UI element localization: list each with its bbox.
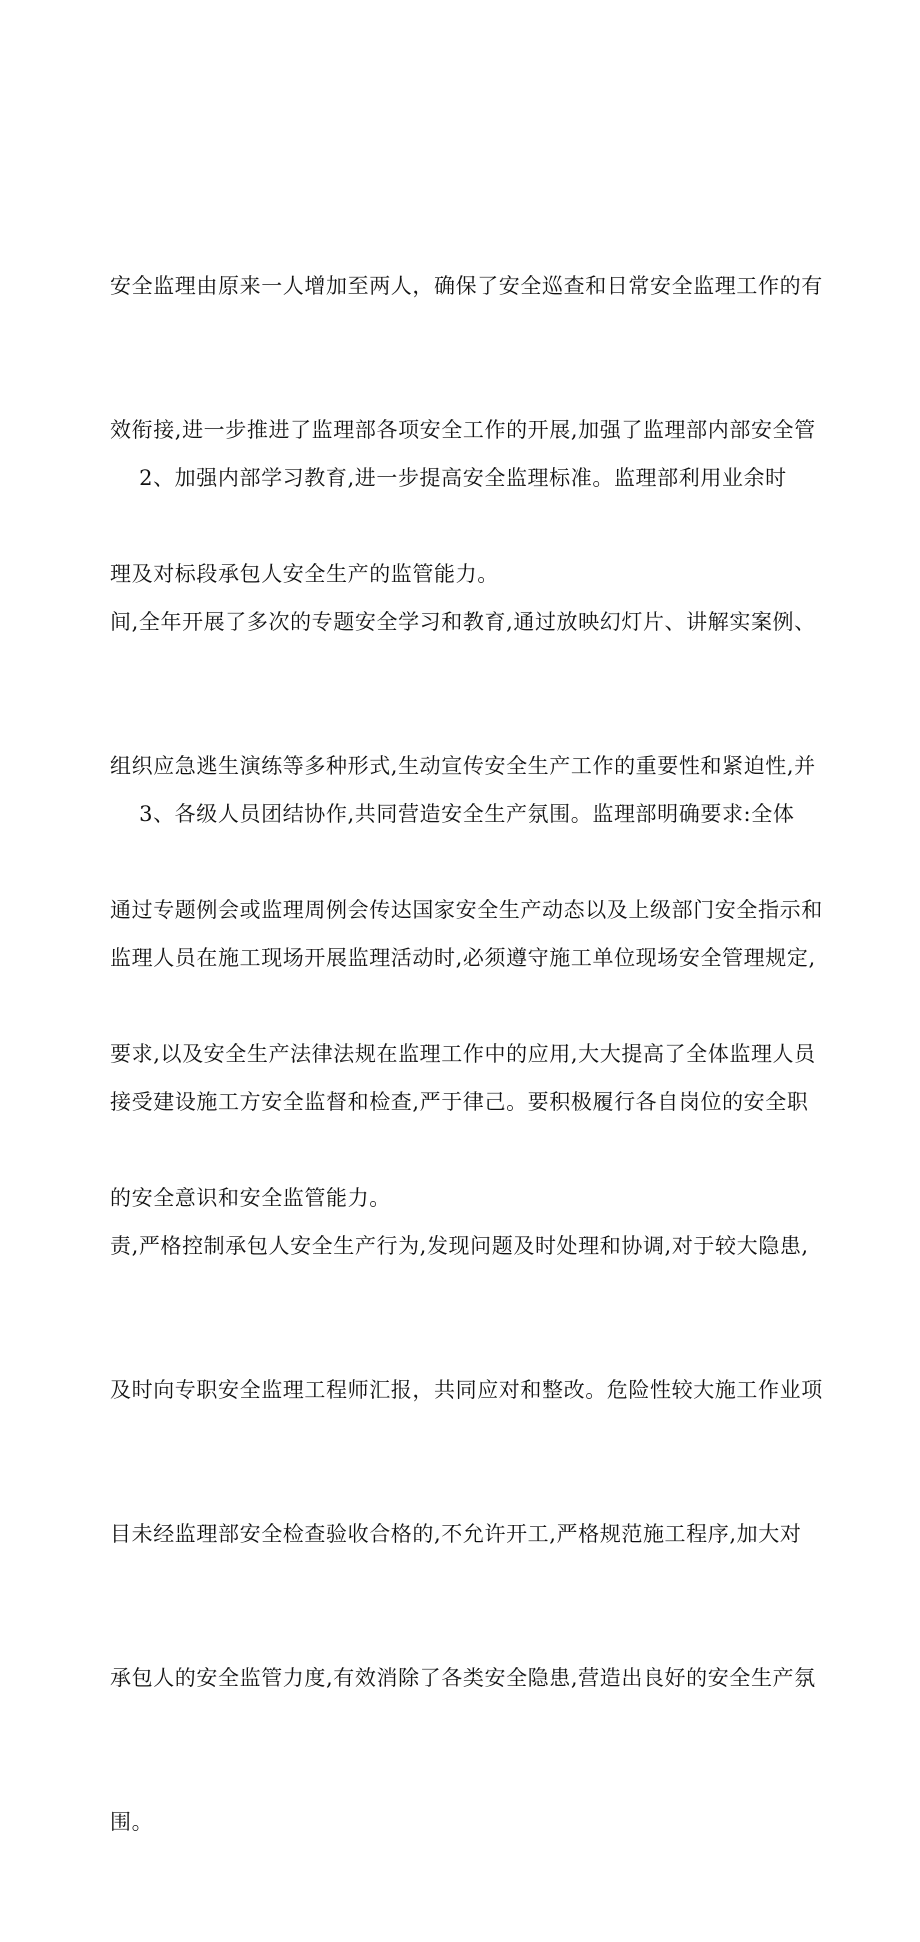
paragraph-2-line-2: 间,全年开展了多次的专题安全学习和教育,通过放映幻灯片、讲解实案例、: [110, 610, 816, 634]
paragraph-3-line-5: 及时向专职安全监理工程师汇报，共同应对和整改。危险性较大施工作业项: [110, 1378, 823, 1402]
paragraph-1-line-1: 安全监理由原来一人增加至两人，确保了安全巡查和日常安全监理工作的有: [110, 274, 823, 298]
paragraph-2-line-6: 的安全意识和安全监管能力。: [110, 1186, 391, 1210]
paragraph-3-line-3: 接受建设施工方安全监督和检查,严于律己。要积极履行各自岗位的安全职: [110, 1090, 809, 1114]
paragraph-1-line-3: 理及对标段承包人安全生产的监管能力。: [110, 562, 499, 586]
paragraph-3-line-6: 目未经监理部安全检查验收合格的,不允许开工,严格规范施工程序,加大对: [110, 1522, 802, 1546]
paragraph-1-line-2: 效衔接,进一步推进了监理部各项安全工作的开展,加强了监理部内部安全管: [110, 418, 816, 442]
paragraph-3-line-4: 责,严格控制承包人安全生产行为,发现问题及时处理和协调,对于较大隐患,: [110, 1234, 809, 1258]
paragraph-3-line-1: 3、各级人员团结协作,共同营造安全生产氛围。监理部明确要求:全体: [110, 802, 795, 826]
paragraph-2-line-3: 组织应急逃生演练等多种形式,生动宣传安全生产工作的重要性和紧迫性,并: [110, 754, 816, 778]
paragraph-2-line-1: 2、加强内部学习教育,进一步提高安全监理标准。监理部利用业余时: [110, 466, 787, 490]
paragraph-2-line-5: 要求,以及安全生产法律法规在监理工作中的应用,大大提高了全体监理人员: [110, 1042, 816, 1066]
paragraph-3-line-2: 监理人员在施工现场开展监理活动时,必须遵守施工单位现场安全管理规定,: [110, 946, 816, 970]
paragraph-3: [110, 694, 825, 1942]
paragraph-2-line-4: 通过专题例会或监理周例会传达国家安全生产动态以及上级部门安全指示和: [110, 898, 823, 922]
paragraph-3-line-8: 围。: [110, 1810, 154, 1834]
paragraph-3-line-7: 承包人的安全监管力度,有效消除了各类安全隐患,营造出良好的安全生产氛: [110, 1666, 816, 1690]
